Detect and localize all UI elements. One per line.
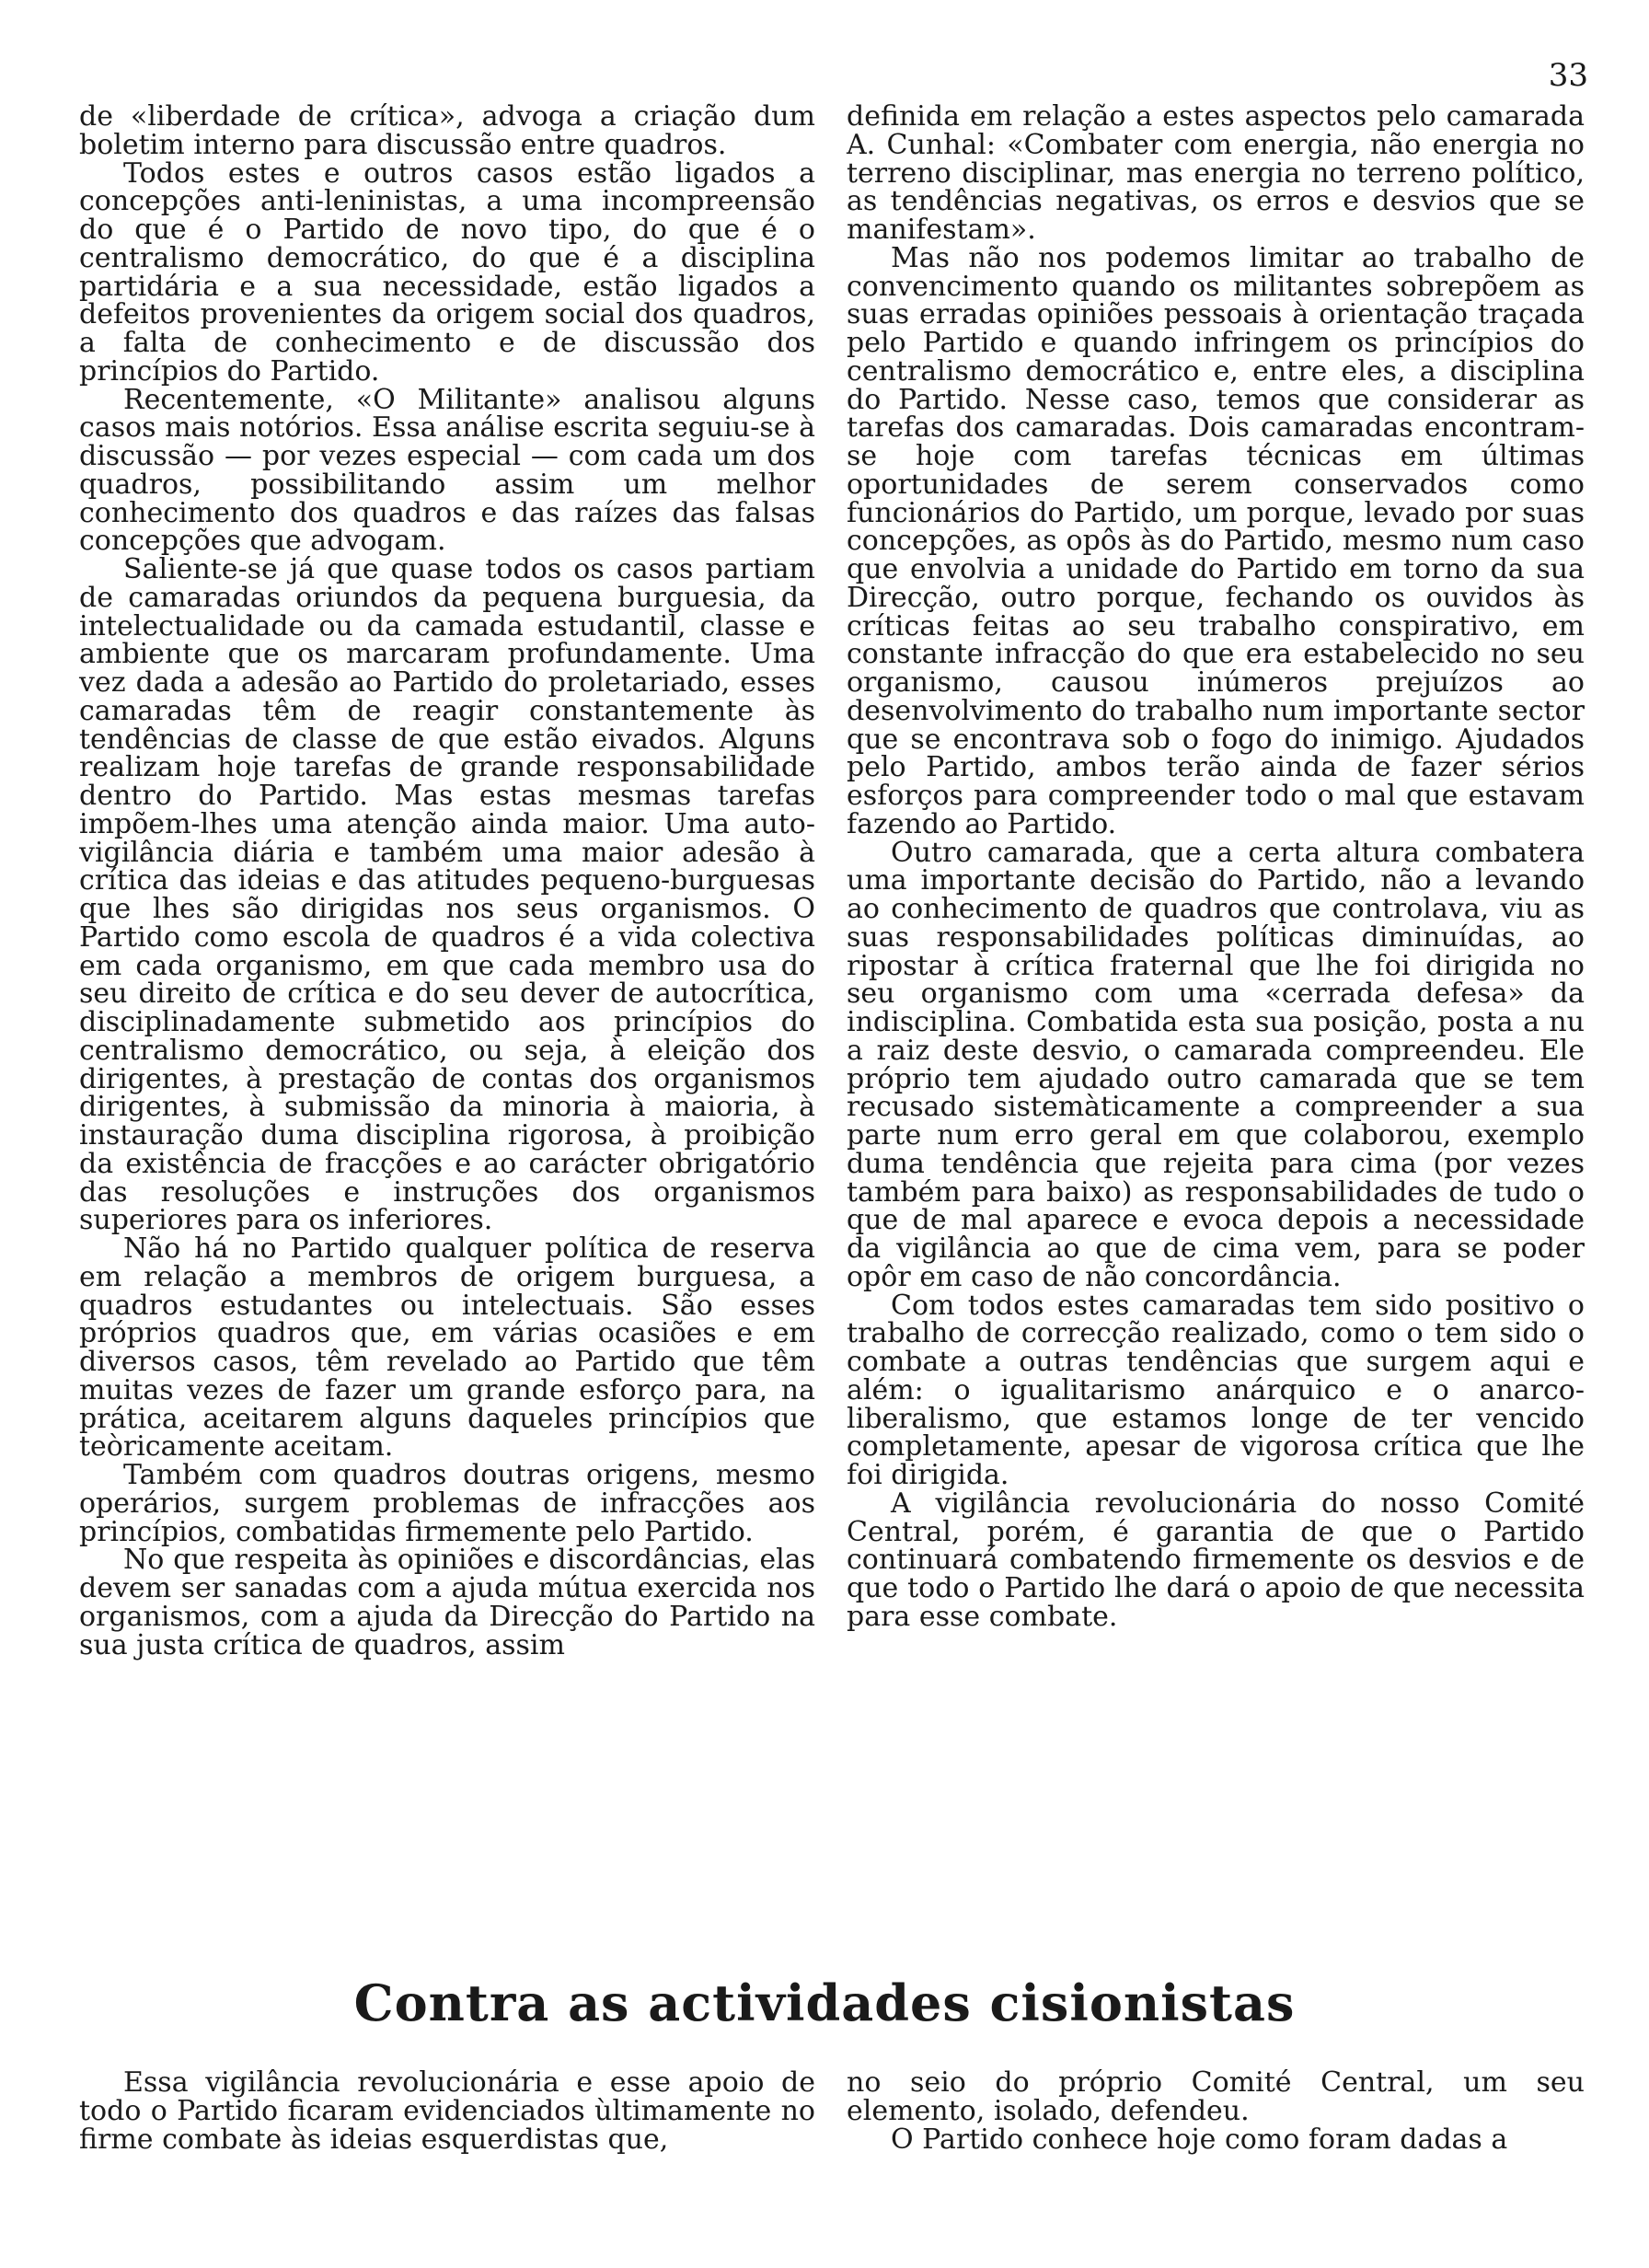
paragraph: de «liberdade de crítica», advoga a criação dum boletim interno para discussão entre quadros.	[79, 100, 815, 161]
paragraph: Essa vigilância revolucionária e esse apoio de todo o Partido ficaram evidenciados ùltimamente no firme combate às ideias esquerdistas que,	[79, 2066, 815, 2156]
paragraph: definida em relação a estes aspectos pelo camarada A. Cunhal: «Combater com energia, não energia no terreno disciplinar, mas energia no terreno político, as tendências negativas, os erros e desvios que se manifestam».	[847, 100, 1585, 246]
paragraph: Outro camarada, que a certa altura combatera uma importante decisão do Partido, não a levando ao conhecimento de quadros que controlava, viu as suas responsabilidades políticas diminuídas, ao ripostar à crítica fraternal que lhe foi dirigida no seu organismo com uma «cerrada defesa» da indisciplina. Combatida esta sua posição, posta a nu a raiz deste desvio, o camarada compreendeu. Ele próprio tem ajudado outro camarada que se tem recusado sistemàticamente a compreender a sua parte num erro geral em que colaborou, exemplo duma tendência que rejeita para cima (por vezes também para baixo) as responsabilidades de tudo o que de mal aparece e evoca depois a necessidade da vigilância ao que de cima vem, para se poder opôr em caso de não concordância.	[847, 836, 1585, 1293]
section-left-column	[79, 2066, 815, 2156]
right-column	[847, 100, 1585, 1633]
left-column	[79, 100, 815, 1661]
paragraph: Com todos estes camaradas tem sido positivo o trabalho de correcção realizado, como o tem sido o combate a outras tendências que surgem aqui e além: o igualitarismo anárquico e o anarco-liberalismo, que estamos longe de ter vencido completamente, apesar de vigorosa crítica que lhe foi dirigida.	[847, 1289, 1585, 1491]
page-number: 33	[1548, 57, 1588, 94]
paragraph: Também com quadros doutras origens, mesmo operários, surgem problemas de infracções aos princípios, combatidas firmemente pelo Partido.	[79, 1459, 815, 1548]
paragraph: O Partido conhece hoje como foram dadas a	[891, 2123, 1508, 2156]
paragraph: Todos estes e outros casos estão ligados a concepções anti-leninistas, a uma incompreensão do que é o Partido de novo tipo, do que é o centralismo democrático, do que é a disciplina partidária e a sua necessidade, estão ligados a defeitos provenientes da origem social dos quadros, a falta de conhecimento e de discussão dos princípios do Partido.	[79, 156, 815, 388]
section-heading: Contra as actividades cisionistas	[353, 1973, 1296, 2032]
paragraph: A vigilância revolucionária do nosso Comité Central, porém, é garantia de que o Partido continuará combatendo firmemente os desvios e de que todo o Partido lhe dará o apoio de que necessita para esse combate.	[847, 1487, 1585, 1633]
paragraph: Não há no Partido qualquer política de reserva em relação a membros de origem burguesa, a quadros estudantes ou intelectuais. São esses próprios quadros que, em várias ocasiões e em diversos casos, têm revelado ao Partido que têm muitas vezes de fazer um grande esforço para, na prática, aceitarem alguns daqueles princípios que teòricamente aceitam.	[79, 1232, 815, 1464]
paragraph: Mas não nos podemos limitar ao trabalho de convencimento quando os militantes sobrepõem as suas erradas opiniões pessoais à orientação traçada pelo Partido e quando infringem os princípios do centralismo democrático e, entre eles, a disciplina do Partido. Nesse caso, temos que considerar as tarefas dos camaradas. Dois camaradas encontram-se hoje com tarefas técnicas em últimas oportunidades de serem conservados como funcionários do Partido, um porque, levado por suas concepções, as opôs às do Partido, mesmo num caso que envolvia a unidade do Partido em torno da sua Direcção, outro porque, fechando os ouvidos às críticas feitas ao seu trabalho conspirativo, em constante infracção do que era estabelecido no seu organismo, causou inúmeros prejuízos ao desenvolvimento do trabalho num importante sector que se encontrava sob o fogo do inimigo. Ajudados pelo Partido, ambos terão ainda de fazer sérios esforços para compreender todo o mal que estavam fazendo ao Partido.	[847, 241, 1585, 840]
section-right-column	[847, 2066, 1585, 2156]
paragraph: Recentemente, «O Militante» analisou alguns casos mais notórios. Essa análise escrita seguiu-se à discussão — por vezes especial — com cada um dos quadros, possibilitando assim um melhor conhecimento dos quadros e das raízes das falsas concepções que advogam.	[79, 383, 815, 558]
paragraph: No que respeita às opiniões e discordâncias, elas devem ser sanadas com a ajuda mútua exercida nos organismos, com a ajuda da Direcção do Partido na sua justa crítica de quadros, assim	[79, 1544, 815, 1661]
paragraph: Saliente-se já que quase todos os casos partiam de camaradas oriundos da pequena burguesia, da intelectualidade ou da camada estudantil, classe e ambiente que os marcaram profundamente. Uma vez dada a adesão ao Partido do proletariado, esses camaradas têm de reagir constantemente às tendências de classe de que estão eivados. Alguns realizam hoje tarefas de grande responsabilidade dentro do Partido. Mas estas mesmas tarefas impõem-lhes uma atenção ainda maior. Uma auto-vigilância diária e também uma maior adesão à crítica das ideias e das atitudes pequeno-burguesas que lhes são dirigidas nos seus organismos. O Partido como escola de quadros é a vida colectiva em cada organismo, em que cada membro usa do seu direito de crítica e do seu dever de autocrítica, disciplinadamente submetido aos princípios do centralismo democrático, ou seja, à eleição dos dirigentes, à prestação de contas dos organismos dirigentes, à submissão da minoria à maioria, à instauração duma disciplina rigorosa, à proibição da existência de fracções e ao carácter obrigatório das resoluções e instruções dos organismos superiores para os inferiores.	[79, 553, 815, 1237]
paragraph: no seio do próprio Comité Central, um seu elemento, isolado, defendeu.	[847, 2066, 1585, 2127]
